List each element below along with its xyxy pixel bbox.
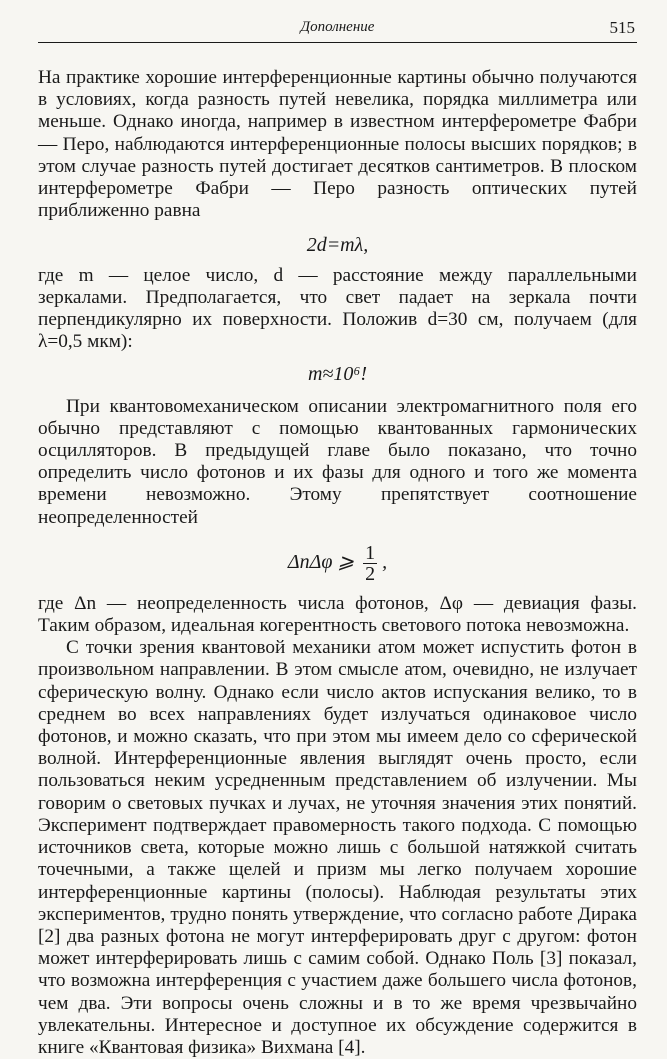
- formula-uncertainty: [38, 539, 637, 585]
- running-header: [38, 14, 637, 43]
- fraction-denominator: 2: [365, 562, 376, 585]
- fraction-numerator: 1: [365, 541, 376, 564]
- paragraph-definitions: где m — целое число, d — расстояние между параллельными зеркалами. Предполагается, что свет падает на зеркала почти перпендикулярно их поверхности. Положив d=30 см, получаем (для λ=0,5 мкм):: [38, 264, 637, 353]
- fraction-one-half: [363, 543, 377, 584]
- page-number: 515: [609, 18, 635, 37]
- body-text: [38, 67, 637, 1059]
- formula-uncertainty-lhs: ΔnΔφ ⩾: [287, 550, 355, 573]
- header-title: Дополнение: [300, 19, 375, 35]
- paragraph-quantum-description: При квантовомеханическом описании электромагнитного поля его обычно представляют с помощью квантованных гармонических осцилляторов. В предыдущей главе было показано, что точно определить число фотонов и их фазы для одного и того же момента времени невозможно. Этому препятствует соотношение неопределенностей: [38, 395, 637, 528]
- formula-path-difference: 2d=mλ,: [306, 234, 369, 257]
- paragraph-coherence: где Δn — неопределенность числа фотонов, Δφ — девиация фазы. Таким образом, идеальная когерентность светового потока невозможна.: [38, 592, 637, 637]
- paragraph-photon-emission: С точки зрения квантовой механики атом может испустить фотон в произвольном направлении. В этом смысле атом, очевидно, не излучает сферическую волну. Однако если число актов испускания велико, то в среднем во всех направлениях будет излучаться одинаковое число фотонов, и можно сказать, что при этом мы имеем дело со сферической волной. Интерференционные явления выглядят очень просто, если пользоваться неким усредненным представлением об излучении. Мы говорим о световых пучках и лучах, не уточняя значения этих понятий. Эксперимент подтверждает правомерность такого подхода. С помощью источников света, которые можно лишь с большой натяжкой считать точечными, а также щелей и призм мы легко получаем хорошие интерференционные картины (полосы). Наблюдая результаты этих экспериментов, трудно понять утверждение, что согласно работе Дирака [2] два разных фотона не могут интерферировать друг с другом: фотон может интерферировать лишь с самим собой. Однако Поль [3] показал, что возможна интерференция с участием даже большего числа фотонов, чем два. Эти вопросы очень сложны и в то же время чрезвычайно увлекательны. Интересное и доступное их обсуждение содержится в книге «Квантовая физика» Вихмана [4].: [38, 637, 637, 1058]
- formula-uncertainty-comma: ,: [382, 550, 388, 573]
- paragraph-interference-orders: На практике хорошие интерференционные картины обычно получаются в условиях, когда разность путей невелика, порядка миллиметра или меньше. Однако иногда, например в известном интерферометре Фабри — Перо, наблюдаются интерференционные полосы высших порядков; в этом случае разность путей достигает десятков сантиметров. В плоском интерферометре Фабри — Перо разность оптических путей приближенно равна: [38, 67, 637, 222]
- formula-order-estimate: m≈10⁶!: [307, 363, 368, 386]
